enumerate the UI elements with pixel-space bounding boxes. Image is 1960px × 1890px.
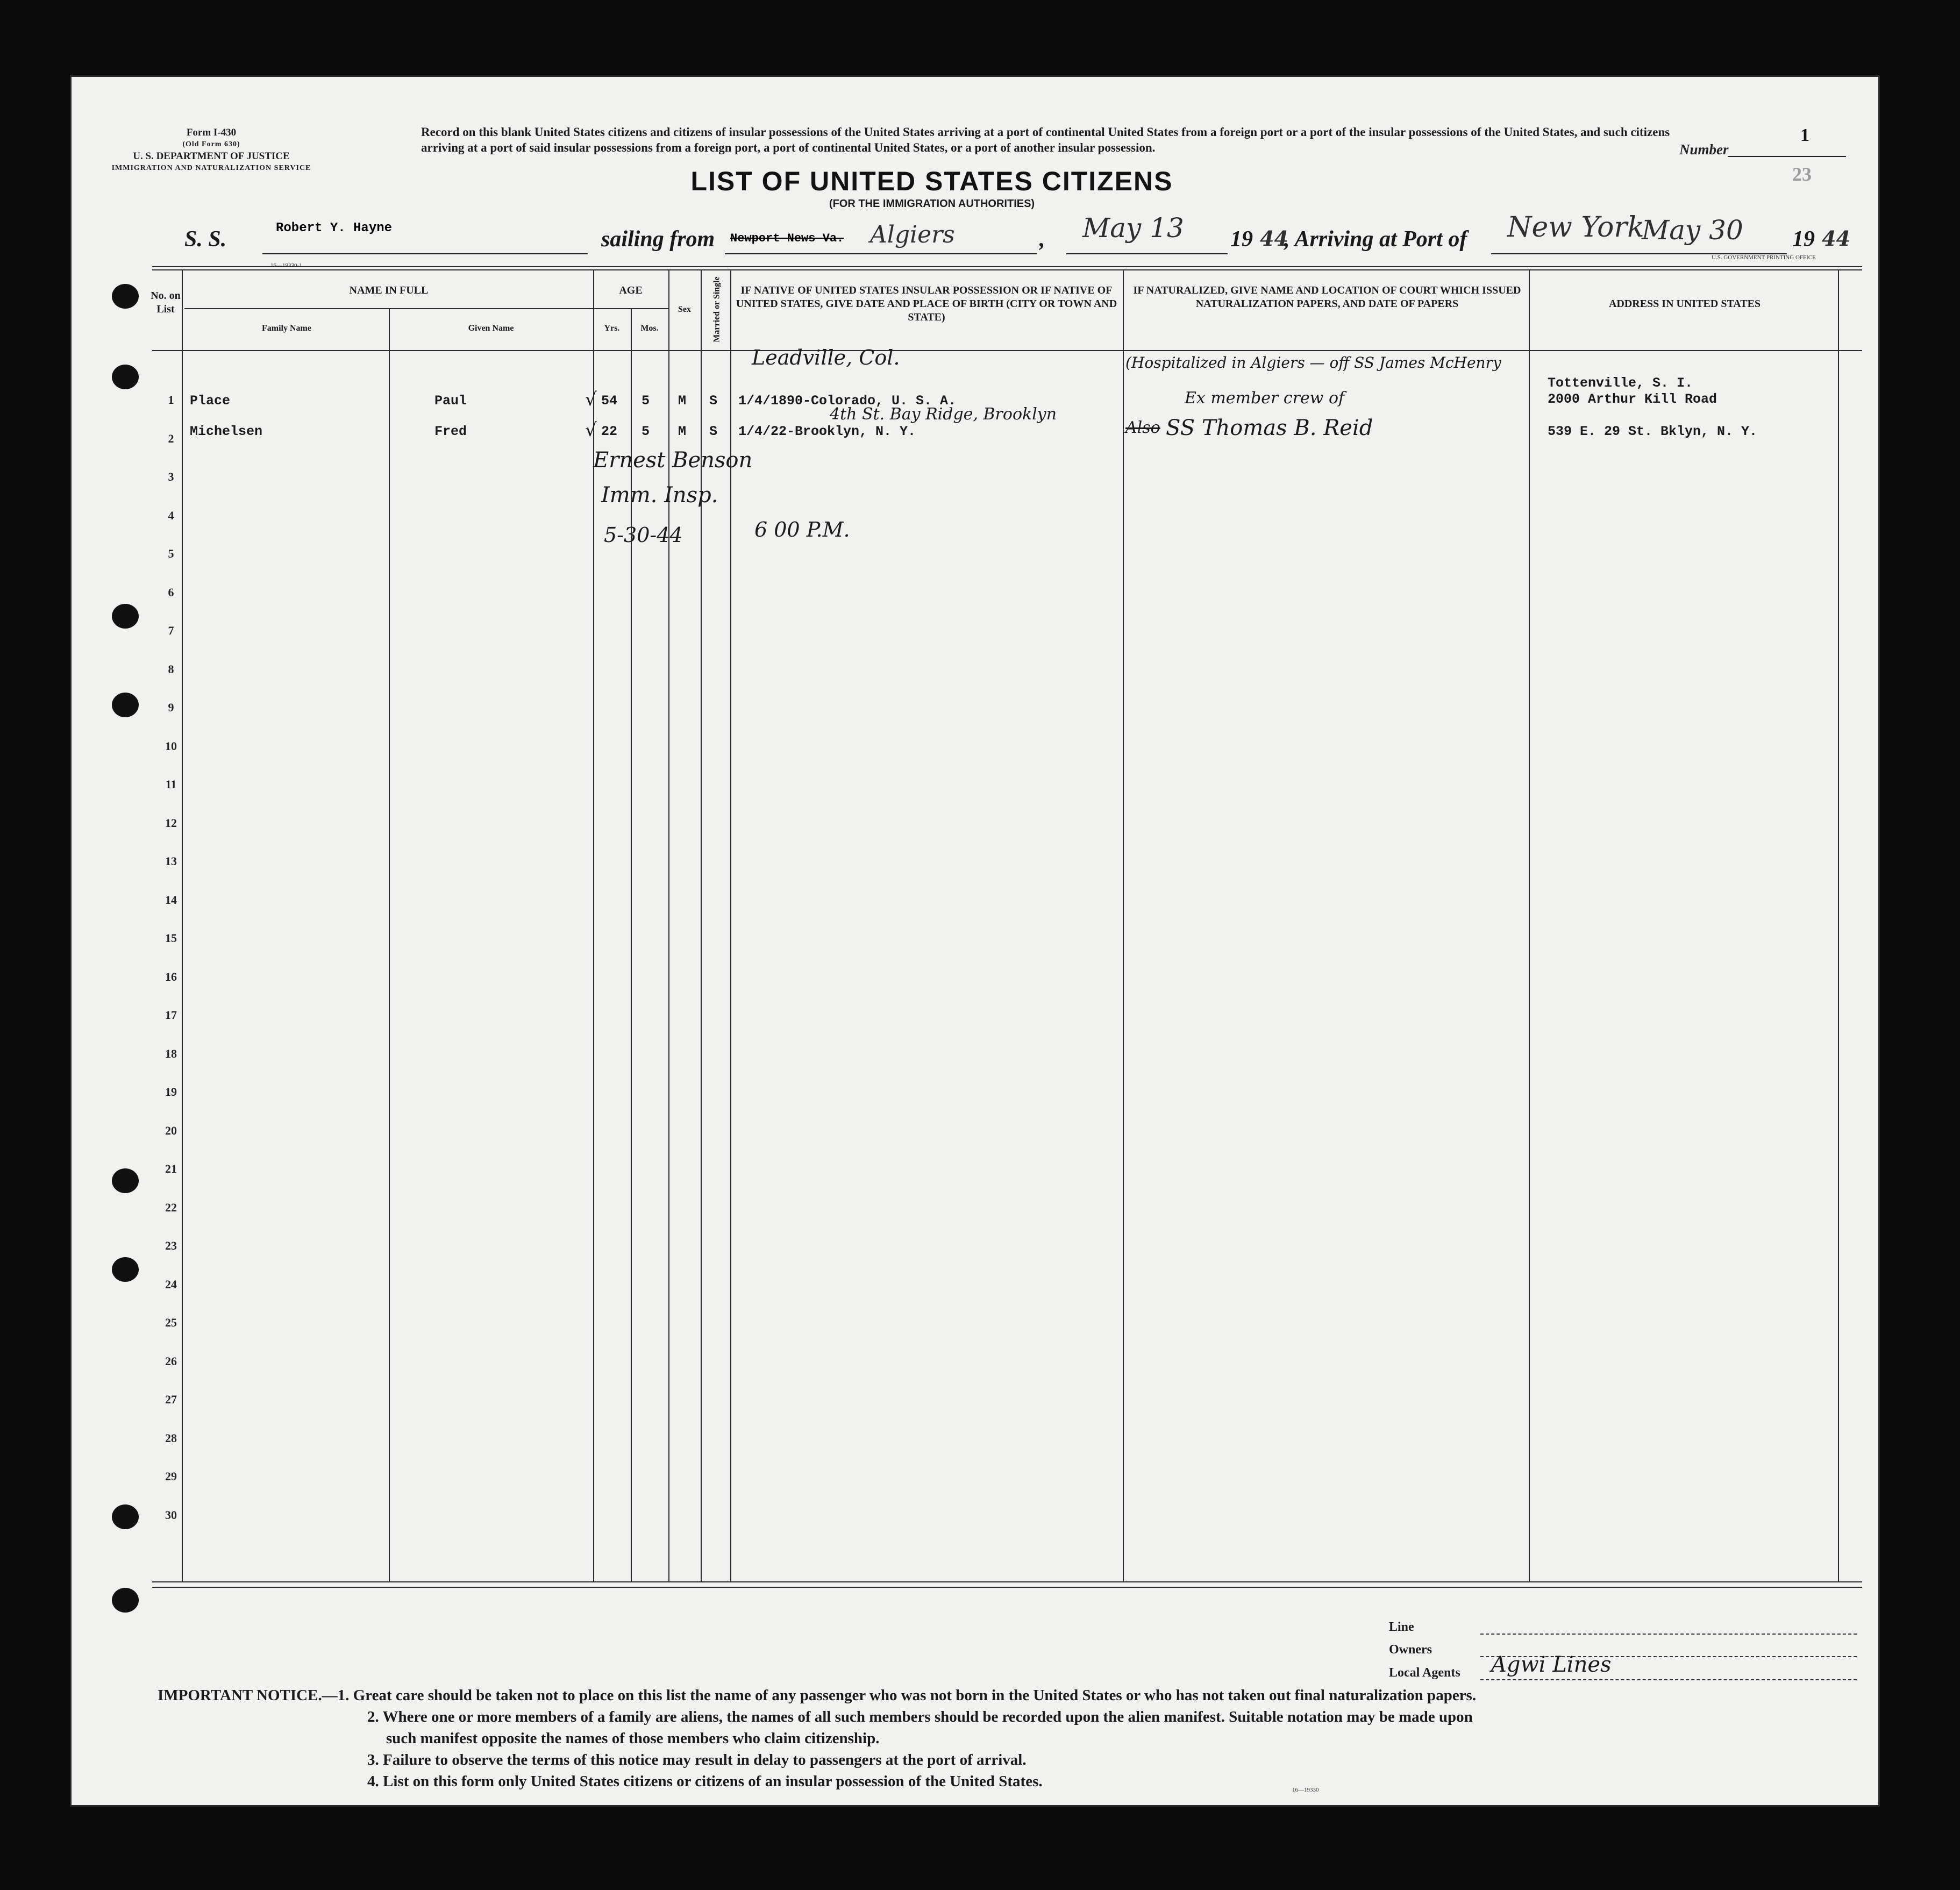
from-underline [725,253,1037,254]
manifest-page [70,75,1880,1807]
row-number: 6 [168,585,174,599]
col-rule-family [389,308,390,1581]
service-name: IMMIGRATION AND NATURALIZATION SERVICE [111,164,311,172]
inspector-name: Ernest Benson [593,448,753,473]
header-mos: Mos. [640,324,659,333]
row-2-checkmark: √ [585,419,597,441]
arrival-port: New York [1507,211,1644,244]
row-1-marital: S [709,393,718,409]
row-2-age-yrs: 22 [601,424,618,439]
row-number: 25 [165,1316,177,1329]
ship-name: Robert Y. Hayne [276,221,393,236]
sailing-from-label: sailing from [601,227,715,252]
header-yrs: Yrs. [604,324,620,333]
header-naturalized: IF NATURALIZED, GIVE NAME AND LOCATION OF COURT WHICH ISSUED NATURALIZATION PAPERS, AND DATE OF PAPERS [1133,284,1521,310]
row-number: 24 [165,1277,177,1291]
sailing-year: 44 [1260,226,1288,251]
notice-item-4: 4. List on this form only United States citizens or citizens of an insular possession of the United States. [367,1773,1043,1790]
year-prefix: 19 [1230,227,1253,252]
row-number: 5 [168,547,174,560]
row-number: 1 [168,393,174,406]
form-id-block [104,127,319,174]
row-number: 3 [168,470,174,483]
line-underline [1480,1634,1857,1635]
binder-hole [112,604,139,629]
row-number: 4 [168,508,174,522]
ss-label: S. S. [184,227,227,252]
department: U. S. DEPARTMENT OF JUSTICE [133,151,290,162]
handwritten-naturalization-note-1: (Hospitalized in Algiers — off SS James McHenry [1125,354,1501,372]
old-form-number: (Old Form 630) [182,140,240,148]
owners-label: Owners [1389,1643,1432,1657]
binder-hole [112,365,139,389]
number-underline [1728,156,1846,157]
row-number: 26 [165,1354,177,1368]
row-number: 29 [165,1470,177,1483]
row-2-birth: 1/4/22-Brooklyn, N. Y. [738,424,916,439]
print-code-right: U.S. GOVERNMENT PRINTING OFFICE [1712,254,1816,261]
row-number: 18 [165,1046,177,1060]
table-top-rule-2 [152,269,1862,270]
binder-hole [112,1257,139,1282]
row-number: 2 [168,431,174,445]
row-2-address-line1: 539 E. 29 St. Bklyn, N. Y. [1548,424,1758,439]
header-name-in-full: NAME IN FULL [349,284,429,296]
table-top-rule [152,266,1862,267]
notice-title: IMPORTANT NOTICE.—1. [158,1687,350,1704]
sailing-date: May 13 [1082,212,1184,244]
col-rule-no [182,270,183,1581]
row-number: 28 [165,1431,177,1445]
arrival-date: May 30 [1642,215,1743,246]
row-number: 10 [165,739,177,753]
row-number: 12 [165,816,177,830]
row-number: 7 [168,624,174,637]
arrival-year-prefix: 19 [1792,227,1815,252]
header-married-single: Married or Single [712,276,722,343]
footer-rule [152,1587,1862,1588]
page-title: LIST OF UNITED STATES CITIZENS [690,166,1173,196]
binder-hole [112,1504,139,1529]
footer-print-code: 16—19330 [1292,1787,1319,1793]
page-subtitle: (FOR THE IMMIGRATION AUTHORITIES) [829,198,1035,210]
row-1-given-name: Paul [434,393,467,409]
row-1-address-line1: Tottenville, S. I. [1548,375,1693,391]
header-no-on-list: No. on List [151,290,181,315]
row-number: 15 [165,931,177,945]
row-2-family-name: Michelsen [190,424,263,439]
local-agents-handwritten: Agwi Lines [1491,1652,1612,1677]
table-bottom-rule [152,1581,1862,1582]
row-2-given-name: Fred [434,424,467,439]
row-number: 21 [165,1162,177,1175]
handwritten-address-note: 4th St. Bay Ridge, Brooklyn [830,405,1057,424]
inspection-date: 5-30-44 [604,523,683,547]
row-1-family-name: Place [190,393,231,409]
form-number: Form I-430 [186,127,237,138]
from-port-handwritten: Algiers [870,221,955,248]
from-port-struck: Newport News Va. [730,232,844,245]
row-number: 22 [165,1200,177,1214]
row-2-age-mos: 5 [642,424,650,439]
handwritten-naturalization-note-2: Ex member crew of [1185,389,1345,408]
row-number: 20 [165,1123,177,1137]
handwritten-naturalization-note-3: SS Thomas B. Reid [1166,416,1373,440]
col-rule-birth [1123,270,1124,1581]
row-number: 19 [165,1085,177,1099]
handwritten-struck-word: Also [1125,418,1160,437]
page-number: 1 [1800,125,1809,145]
header-age: AGE [619,284,643,296]
row-1-birth: 1/4/1890-Colorado, U. S. A. [738,393,957,409]
row-1-address-line2: 2000 Arthur Kill Road [1548,391,1717,407]
header-sex: Sex [678,305,691,314]
date-underline [1066,253,1228,254]
print-code-left: 16—19330-1 [270,262,302,269]
row-2-marital: S [709,424,718,439]
row-number: 9 [168,701,174,714]
header-family-name: Family Name [262,324,311,333]
binder-hole [112,1588,139,1613]
ship-underline [262,253,588,254]
binder-hole [112,693,139,717]
header-address: ADDRESS IN UNITED STATES [1608,298,1761,310]
row-number: 11 [165,778,177,791]
row-1-age-mos: 5 [642,393,650,409]
binder-hole [112,284,139,309]
row-number: 27 [165,1393,177,1406]
row-number: 16 [165,969,177,983]
row-number: 23 [165,1239,177,1252]
line-label: Line [1389,1620,1414,1634]
notice-item-2a: 2. Where one or more members of a family are aliens, the names of all such members should be recorded upon the alien manifest. Suitable notation may be made upon [367,1708,1473,1725]
row-1-checkmark: √ [585,389,597,410]
notice-item-3: 3. Failure to observe the terms of this notice may result in delay to passengers at the port of arrival. [367,1751,1027,1768]
row-1-sex: M [678,393,687,409]
header-given-name: Given Name [468,324,514,333]
agents-underline [1480,1679,1857,1680]
row-1-age-yrs: 54 [601,393,618,409]
notice-item-2b: such manifest opposite the names of those members who claim citizenship. [386,1730,880,1747]
local-agents-label: Local Agents [1389,1666,1460,1680]
col-rule-address [1838,270,1839,1581]
inspector-title: Imm. Insp. [601,483,718,508]
notice-item-1: Great care should be taken not to place on this list the name of any passenger who was not born in the United States or who has not taken out final naturalization papers. [353,1687,1477,1704]
arriving-label: , Arriving at Port of [1284,227,1467,252]
binder-hole [112,1168,139,1193]
comma-1: , [1039,227,1045,252]
number-label: Number [1679,141,1729,158]
important-notice [158,1685,1878,1792]
table-header-rule [152,350,1862,351]
inspection-time: 6 00 P.M. [754,518,850,541]
row-number: 8 [168,662,174,676]
arrival-year: 44 [1822,226,1850,251]
header-birth: IF NATIVE OF UNITED STATES INSULAR POSSESSION OR IF NATIVE OF UNITED STATES, GIVE DATE AND PLACE OF BIRTH (CITY OR TOWN AND STATE) [736,284,1117,323]
handwritten-birthplace-note: Leadville, Col. [752,346,900,369]
form-instructions: Record on this blank United States citizens and citizens of insular possessions of the United States arriving at a port of continental United States from a foreign port or a port of the insular possessions of the United States, and such citizens arriving at a port of said insular possessions from a foreign port, a port of continental United States, or a port of another insular possession. [421,125,1670,154]
row-2-sex: M [678,424,687,439]
row-number: 17 [165,1008,177,1022]
row-number: 14 [165,893,177,907]
col-rule-nat [1529,270,1530,1581]
row-number: 30 [165,1508,177,1522]
stamped-number: 23 [1792,163,1812,185]
row-number: 13 [165,854,177,868]
